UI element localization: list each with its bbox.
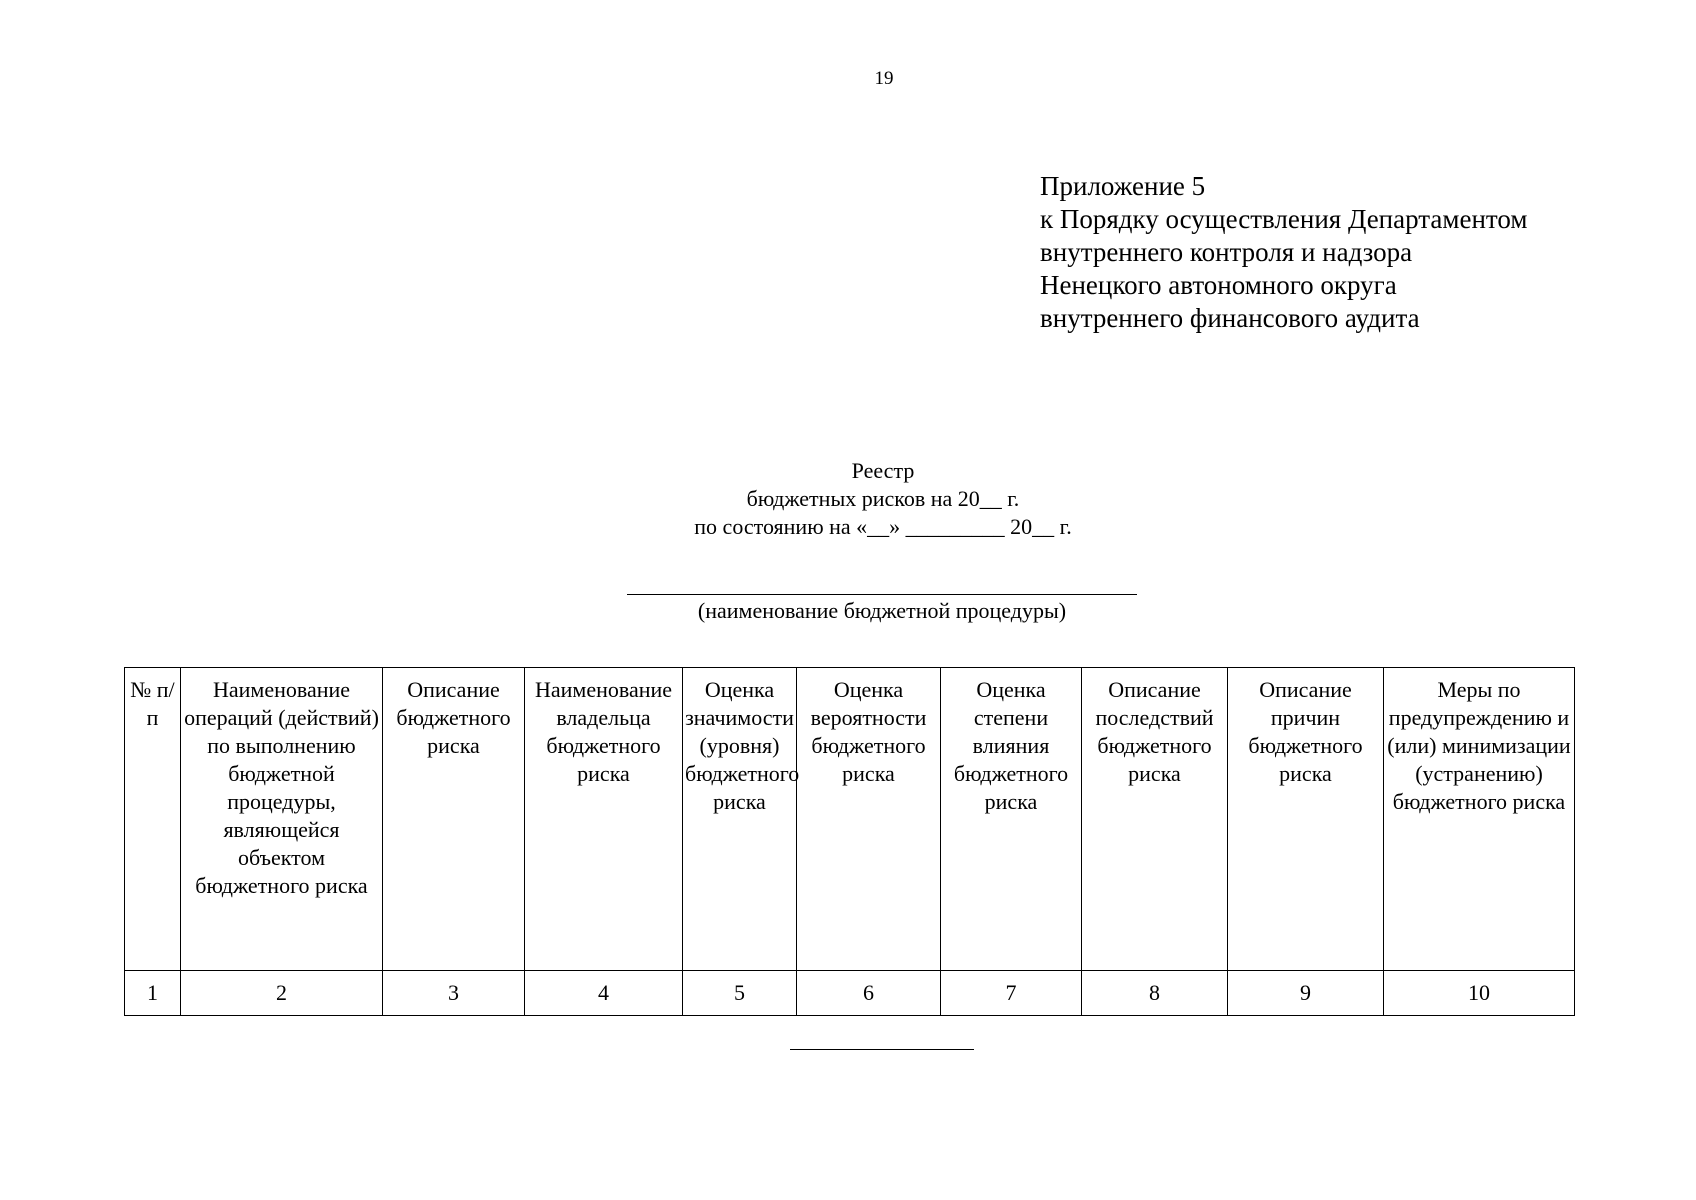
header-cell-number: № п/п — [125, 668, 181, 971]
column-number-cell: 10 — [1384, 971, 1575, 1016]
title-line: бюджетных рисков на 20__ г. — [746, 486, 1020, 511]
appendix-line: Приложение 5 — [1040, 171, 1206, 201]
column-number-cell: 1 — [125, 971, 181, 1016]
table-row — [125, 971, 1575, 1016]
column-number-cell: 4 — [525, 971, 683, 1016]
appendix-line: к Порядку осуществления Департаментом — [1040, 204, 1528, 234]
header-cell-measures: Меры по предупреждению и (или) минимизации (устранению) бюджетного риска — [1384, 668, 1575, 971]
page-number: 19 — [874, 68, 894, 89]
column-number-cell: 2 — [181, 971, 383, 1016]
document-title — [0, 457, 1696, 541]
header-cell-probability: Оценка вероятности бюджетного риска — [797, 668, 941, 971]
column-number-cell: 8 — [1082, 971, 1228, 1016]
header-cell-risk-description: Описание бюджетного риска — [383, 668, 525, 971]
header-cell-risk-owner: Наименование владельца бюджетного риска — [525, 668, 683, 971]
column-number-cell: 6 — [797, 971, 941, 1016]
title-line: Реестр — [851, 458, 915, 483]
procedure-caption: (наименование бюджетной процедуры) — [697, 598, 1067, 623]
column-number-cell: 5 — [683, 971, 797, 1016]
appendix-reference — [1040, 170, 1527, 335]
header-cell-consequences: Описание последствий бюджетного риска — [1082, 668, 1228, 971]
column-number-cell: 7 — [941, 971, 1082, 1016]
end-divider-line — [790, 1049, 974, 1050]
column-number-cell: 3 — [383, 971, 525, 1016]
title-line: по состоянию на «__» _________ 20__ г. — [694, 514, 1072, 539]
header-cell-significance: Оценка значимости (уровня) бюджетного риска — [683, 668, 797, 971]
appendix-line: внутреннего финансового аудита — [1040, 303, 1420, 333]
column-number-cell: 9 — [1228, 971, 1384, 1016]
procedure-blank-line — [627, 594, 1137, 595]
table-header-row — [125, 668, 1575, 971]
header-cell-impact: Оценка степени влияния бюджетного риска — [941, 668, 1082, 971]
appendix-line: Ненецкого автономного округа — [1040, 270, 1397, 300]
appendix-line: внутреннего контроля и надзора — [1040, 237, 1413, 267]
header-cell-causes: Описание причин бюджетного риска — [1228, 668, 1384, 971]
risk-registry-table — [124, 667, 1575, 1016]
header-cell-operations: Наименование операций (действий) по выполнению бюджетной процедуры, являющейся объектом бюджетного риска — [181, 668, 383, 971]
